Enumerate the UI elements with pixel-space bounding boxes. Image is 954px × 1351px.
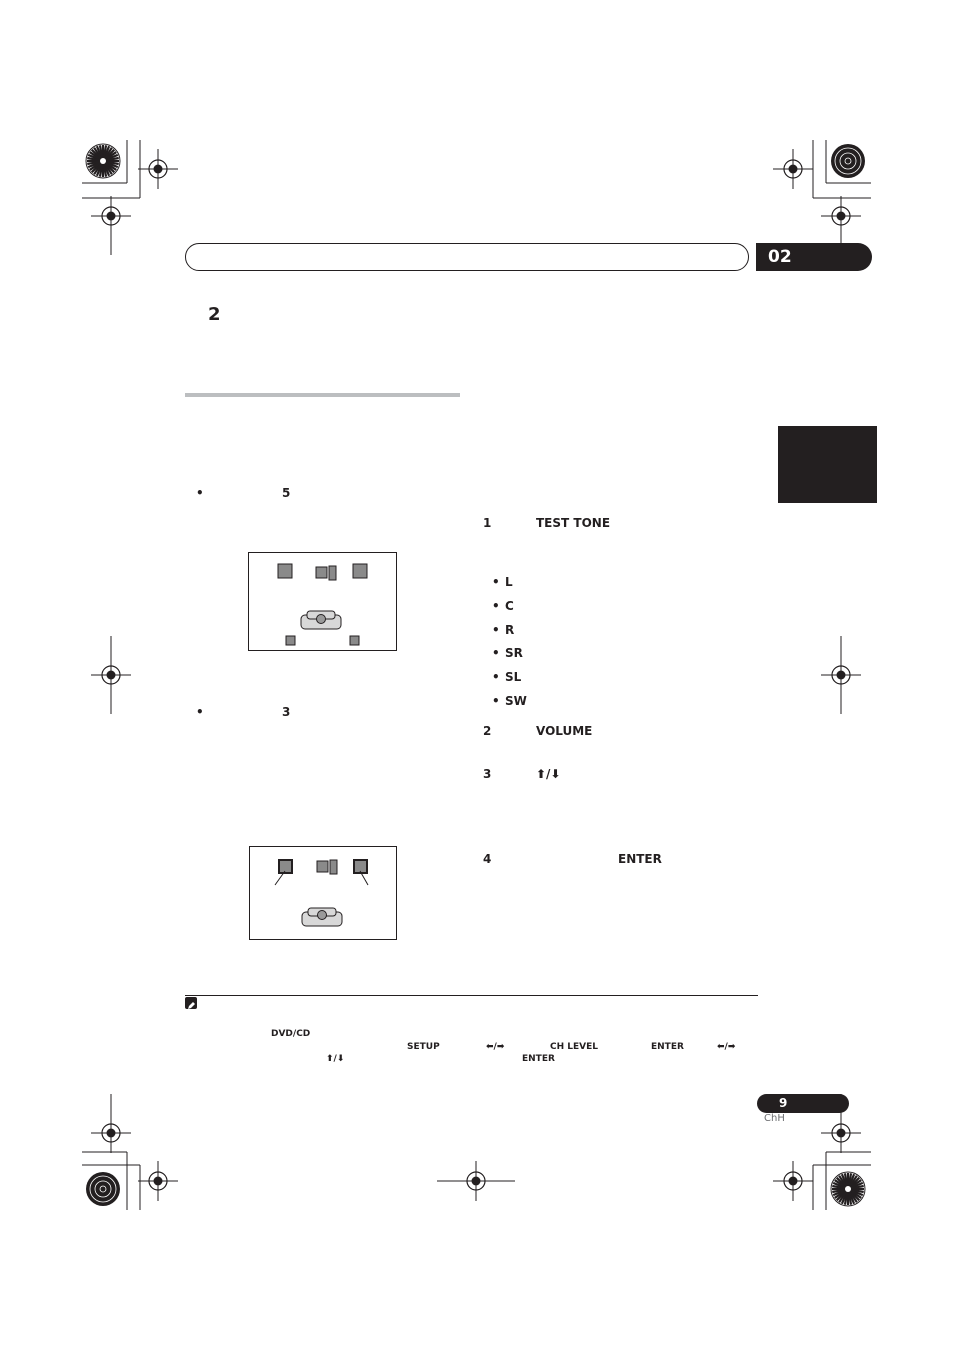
section-number: 2 [208, 304, 221, 325]
channel-c: C [505, 599, 514, 613]
center-speaker [317, 861, 328, 872]
volume-label: VOLUME [536, 724, 593, 738]
note-left-right-arrows: ⬅/➡ [486, 1042, 505, 1052]
channel-l: L [505, 575, 513, 589]
test-tone-label: TEST TONE [536, 516, 611, 530]
center-speaker [316, 567, 327, 578]
channel-bullet: • [492, 646, 500, 660]
note-ch-level: CH LEVEL [550, 1042, 599, 1052]
step-2-number: 2 [483, 724, 492, 738]
channel-bullet: • [492, 623, 500, 637]
speaker-diagram-3ch [249, 846, 397, 940]
enter-label: ENTER [618, 852, 662, 866]
step-4-number: 4 [483, 852, 492, 866]
surround-right-speaker [350, 636, 359, 645]
channel-sl: SL [505, 670, 522, 684]
speaker-layout-5ch [249, 553, 396, 650]
speaker-diagram-5ch [248, 552, 397, 651]
language-code: ChH [764, 1113, 785, 1124]
note-up-down-arrows: ⬆/⬇ [326, 1054, 345, 1064]
front-left-speaker [279, 860, 292, 873]
front-right-speaker [353, 564, 367, 578]
step-3-number: 3 [483, 767, 492, 781]
channel-sr: SR [505, 646, 523, 660]
subwoofer-speaker [330, 860, 337, 874]
channel-bullet: • [492, 694, 500, 708]
subwoofer-speaker [329, 566, 336, 580]
chapter-tab: 02 [756, 243, 872, 271]
bullet-2-number: 3 [282, 705, 291, 719]
side-language-tab [778, 426, 877, 503]
section-rule [185, 393, 460, 397]
channel-bullet: • [492, 599, 500, 613]
listener-sofa-icon [301, 611, 341, 629]
channel-r: R [505, 623, 515, 637]
channel-bullet: • [492, 575, 500, 589]
note-enter: ENTER [651, 1042, 684, 1052]
note-left-right-arrows-2: ⬅/➡ [717, 1042, 736, 1052]
speaker-layout-3ch [250, 847, 396, 939]
header-bar [185, 243, 749, 271]
note-rule [185, 995, 758, 996]
note-dvdcd: DVD/CD [271, 1029, 311, 1039]
note-enter-2: ENTER [522, 1054, 555, 1064]
bullet-2: • [196, 705, 204, 719]
note-setup: SETUP [407, 1042, 440, 1052]
surround-left-speaker [286, 636, 295, 645]
channel-sw: SW [505, 694, 527, 708]
note-pencil-icon [185, 997, 197, 1009]
step-1-number: 1 [483, 516, 492, 530]
front-left-speaker [278, 564, 292, 578]
bullet-1: • [196, 486, 204, 500]
listener-sofa-icon [302, 908, 342, 926]
channel-bullet: • [492, 670, 500, 684]
up-down-arrows-label: ⬆/⬇ [536, 767, 561, 781]
bullet-1-number: 5 [282, 486, 291, 500]
page-number: 9 [757, 1094, 849, 1113]
